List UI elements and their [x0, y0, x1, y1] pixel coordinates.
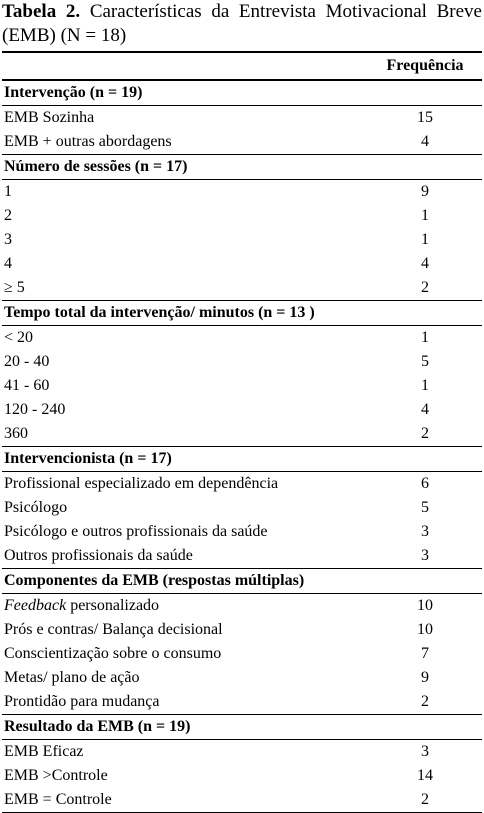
row-label: 360 [4, 425, 28, 442]
row-frequency: 3 [421, 743, 429, 760]
row-label: 4 [4, 255, 12, 272]
table-caption [2, 0, 482, 48]
row-label: Profissional especializado em dependência [4, 475, 279, 492]
row-label: 120 - 240 [4, 401, 66, 418]
table-row [2, 350, 482, 374]
table-row [2, 618, 482, 642]
row-label-italic: Feedback [4, 597, 67, 614]
table-row [2, 374, 482, 398]
row-frequency: 5 [421, 353, 429, 370]
header-row [2, 52, 482, 80]
row-label: EMB Sozinha [4, 109, 95, 126]
caption-label: Tabela 2. [2, 1, 81, 22]
row-frequency: 1 [421, 231, 429, 248]
table-row [2, 276, 482, 301]
table-row [2, 666, 482, 690]
section-header-row [2, 447, 482, 472]
row-label: Psicólogo e outros profissionais da saúde [4, 523, 268, 540]
table-row [2, 690, 482, 715]
section-title: Intervenção (n = 19) [2, 80, 482, 106]
row-frequency: 1 [421, 207, 429, 224]
row-label: EMB = Controle [2, 788, 368, 813]
section-title: Tempo total da intervenção/ minutos (n = 13 ) [2, 301, 482, 326]
row-label: Prós e contras/ Balança decisional [4, 621, 223, 638]
label-column-header [2, 52, 368, 80]
row-frequency: 9 [421, 183, 429, 200]
frequency-column-header: Frequência [368, 52, 482, 80]
table-body [2, 80, 482, 813]
table-row [2, 326, 482, 351]
table-row [2, 544, 482, 569]
table-row [2, 788, 482, 813]
table-row [2, 106, 482, 131]
row-label: 41 - 60 [4, 377, 50, 394]
row-frequency: 2 [421, 425, 429, 442]
table-row [2, 252, 482, 276]
row-label: EMB >Controle [4, 767, 108, 784]
row-frequency: 4 [421, 133, 429, 150]
row-frequency: 10 [417, 597, 433, 614]
row-label: Prontidão para mudança [4, 693, 160, 710]
table-row [2, 398, 482, 422]
row-label: Metas/ plano de ação [4, 669, 140, 686]
row-frequency: 2 [368, 788, 482, 813]
row-frequency: 5 [421, 499, 429, 516]
row-label: < 20 [4, 329, 34, 346]
section-header-row [2, 301, 482, 326]
row-label: 1 [4, 183, 12, 200]
row-label: Outros profissionais da saúde [4, 547, 193, 564]
row-frequency: 10 [417, 621, 433, 638]
section-header-row [2, 80, 482, 106]
table-row [2, 496, 482, 520]
table-row [2, 180, 482, 205]
table-row [2, 228, 482, 252]
table-row [2, 130, 482, 155]
row-frequency: 6 [421, 475, 429, 492]
table-row [2, 642, 482, 666]
row-frequency: 7 [421, 645, 429, 662]
row-label: EMB Eficaz [4, 743, 84, 760]
row-label: 2 [4, 207, 12, 224]
row-frequency: 15 [417, 109, 433, 126]
row-label: Psicólogo [4, 499, 68, 516]
row-frequency: 2 [421, 279, 429, 296]
section-title: Componentes da EMB (respostas múltiplas) [2, 569, 482, 594]
row-frequency: 1 [421, 329, 429, 346]
row-label: ≥ 5 [4, 279, 25, 296]
table-row [2, 520, 482, 544]
table-row [2, 422, 482, 447]
row-label: 3 [4, 231, 12, 248]
row-label: 20 - 40 [4, 353, 50, 370]
section-title: Intervencionista (n = 17) [2, 447, 482, 472]
section-title: Número de sessões (n = 17) [2, 155, 482, 180]
caption-text: Características da Entrevista Motivacional Breve (EMB) (N = 18) [2, 1, 482, 46]
characteristics-table [2, 51, 482, 813]
row-label: EMB + outras abordagens [4, 133, 172, 150]
row-label-text: personalizado [66, 597, 160, 614]
table-row [2, 740, 482, 765]
section-header-row [2, 155, 482, 180]
table-row [2, 472, 482, 497]
row-frequency: 1 [421, 377, 429, 394]
table-row [2, 764, 482, 788]
table-row [2, 594, 482, 619]
row-frequency: 3 [421, 523, 429, 540]
row-frequency: 2 [421, 693, 429, 710]
row-frequency: 14 [417, 767, 433, 784]
section-header-row [2, 715, 482, 740]
row-frequency: 9 [421, 669, 429, 686]
row-frequency: 4 [421, 401, 429, 418]
section-title: Resultado da EMB (n = 19) [2, 715, 482, 740]
table-row [2, 204, 482, 228]
row-label: Conscientização sobre o consumo [4, 645, 222, 662]
row-label [2, 594, 368, 619]
row-frequency: 3 [421, 547, 429, 564]
section-header-row [2, 569, 482, 594]
row-frequency: 4 [421, 255, 429, 272]
